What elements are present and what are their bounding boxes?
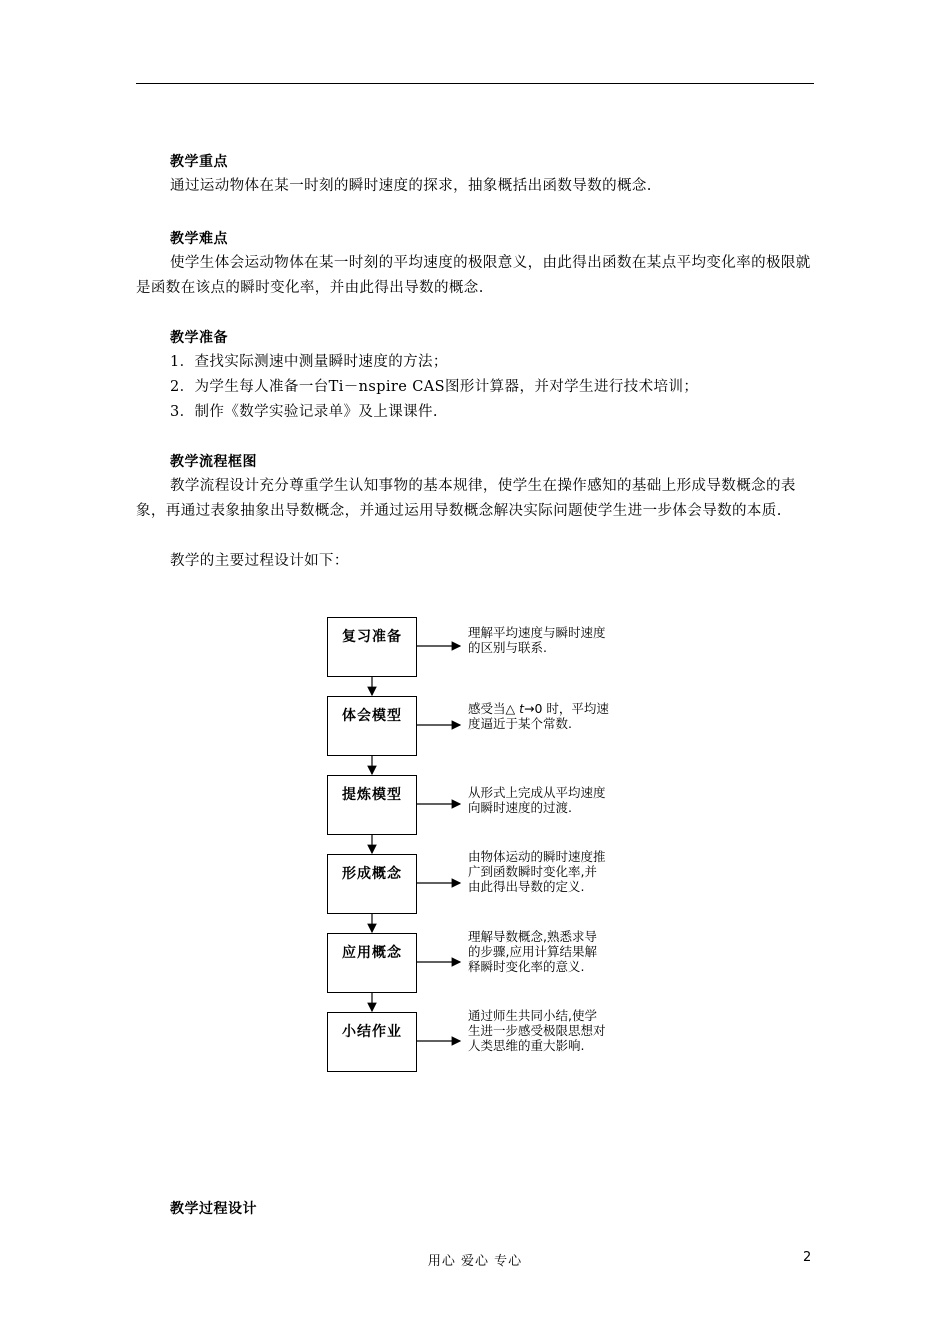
flow-note-review: 理解平均速度与瞬时速度 的区别与联系.: [468, 625, 606, 655]
list-item: 1．查找实际测速中测量瞬时速度的方法；: [170, 354, 448, 370]
flowchart-text: 教学流程设计充分尊重学生认知事物的基本规律，使学生在操作感知的基础上形成导数概念的表象，再通过表象抽象出导数概念，并通过运用导数概念解决实际问题使学生进一步体会导数的本质.: [136, 478, 796, 519]
flow-box-review: 复习准备: [327, 617, 417, 677]
flow-box-refine-model: 提炼模型: [327, 775, 417, 835]
flow-box-summary: 小结作业: [327, 1012, 417, 1072]
heading-process: 教学过程设计: [170, 1201, 257, 1217]
list-item: 3．制作《数学实验记录单》及上课课件.: [170, 404, 438, 420]
heading-flowchart: 教学流程框图: [170, 454, 257, 470]
flow-note-experience-model: 感受当△ t→0 时，平均速 度逼近于某个常数.: [468, 701, 609, 731]
flow-box-form-concept: 形成概念: [327, 854, 417, 914]
flow-note-summary: 通过师生共同小结,使学 生进一步感受极限思想对 人类思维的重大影响.: [468, 1008, 606, 1053]
footer-slogan: 用心 爱心 专心: [427, 1254, 523, 1269]
flow-note-apply-concept: 理解导数概念,熟悉求导 的步骤,应用计算结果解 释瞬时变化率的意义.: [468, 929, 597, 974]
flow-box-experience-model: 体会模型: [327, 696, 417, 756]
flow-box-apply-concept: 应用概念: [327, 933, 417, 993]
flowchart-intro: 教学的主要过程设计如下：: [170, 553, 349, 569]
heading-preparation: 教学准备: [170, 330, 228, 346]
page-number: 2: [803, 1250, 812, 1265]
list-item: 2．为学生每人准备一台Ti－nspire CAS图形计算器，并对学生进行技术培训；: [170, 379, 699, 395]
focus-text: 通过运动物体在某一时刻的瞬时速度的探求，抽象概括出函数导数的概念.: [170, 178, 652, 194]
difficulty-text: 使学生体会运动物体在某一时刻的平均速度的极限意义，由此得出函数在某点平均变化率的极限就是函数在该点的瞬时变化率，并由此得出导数的概念.: [136, 255, 811, 296]
heading-focus: 教学重点: [170, 154, 228, 170]
heading-difficulty: 教学难点: [170, 231, 228, 247]
flow-note-refine-model: 从形式上完成从平均速度 向瞬时速度的过渡.: [468, 785, 606, 815]
flow-note-form-concept: 由物体运动的瞬时速度推 广到函数瞬时变化率,并 由此得出导数的定义.: [468, 849, 606, 894]
